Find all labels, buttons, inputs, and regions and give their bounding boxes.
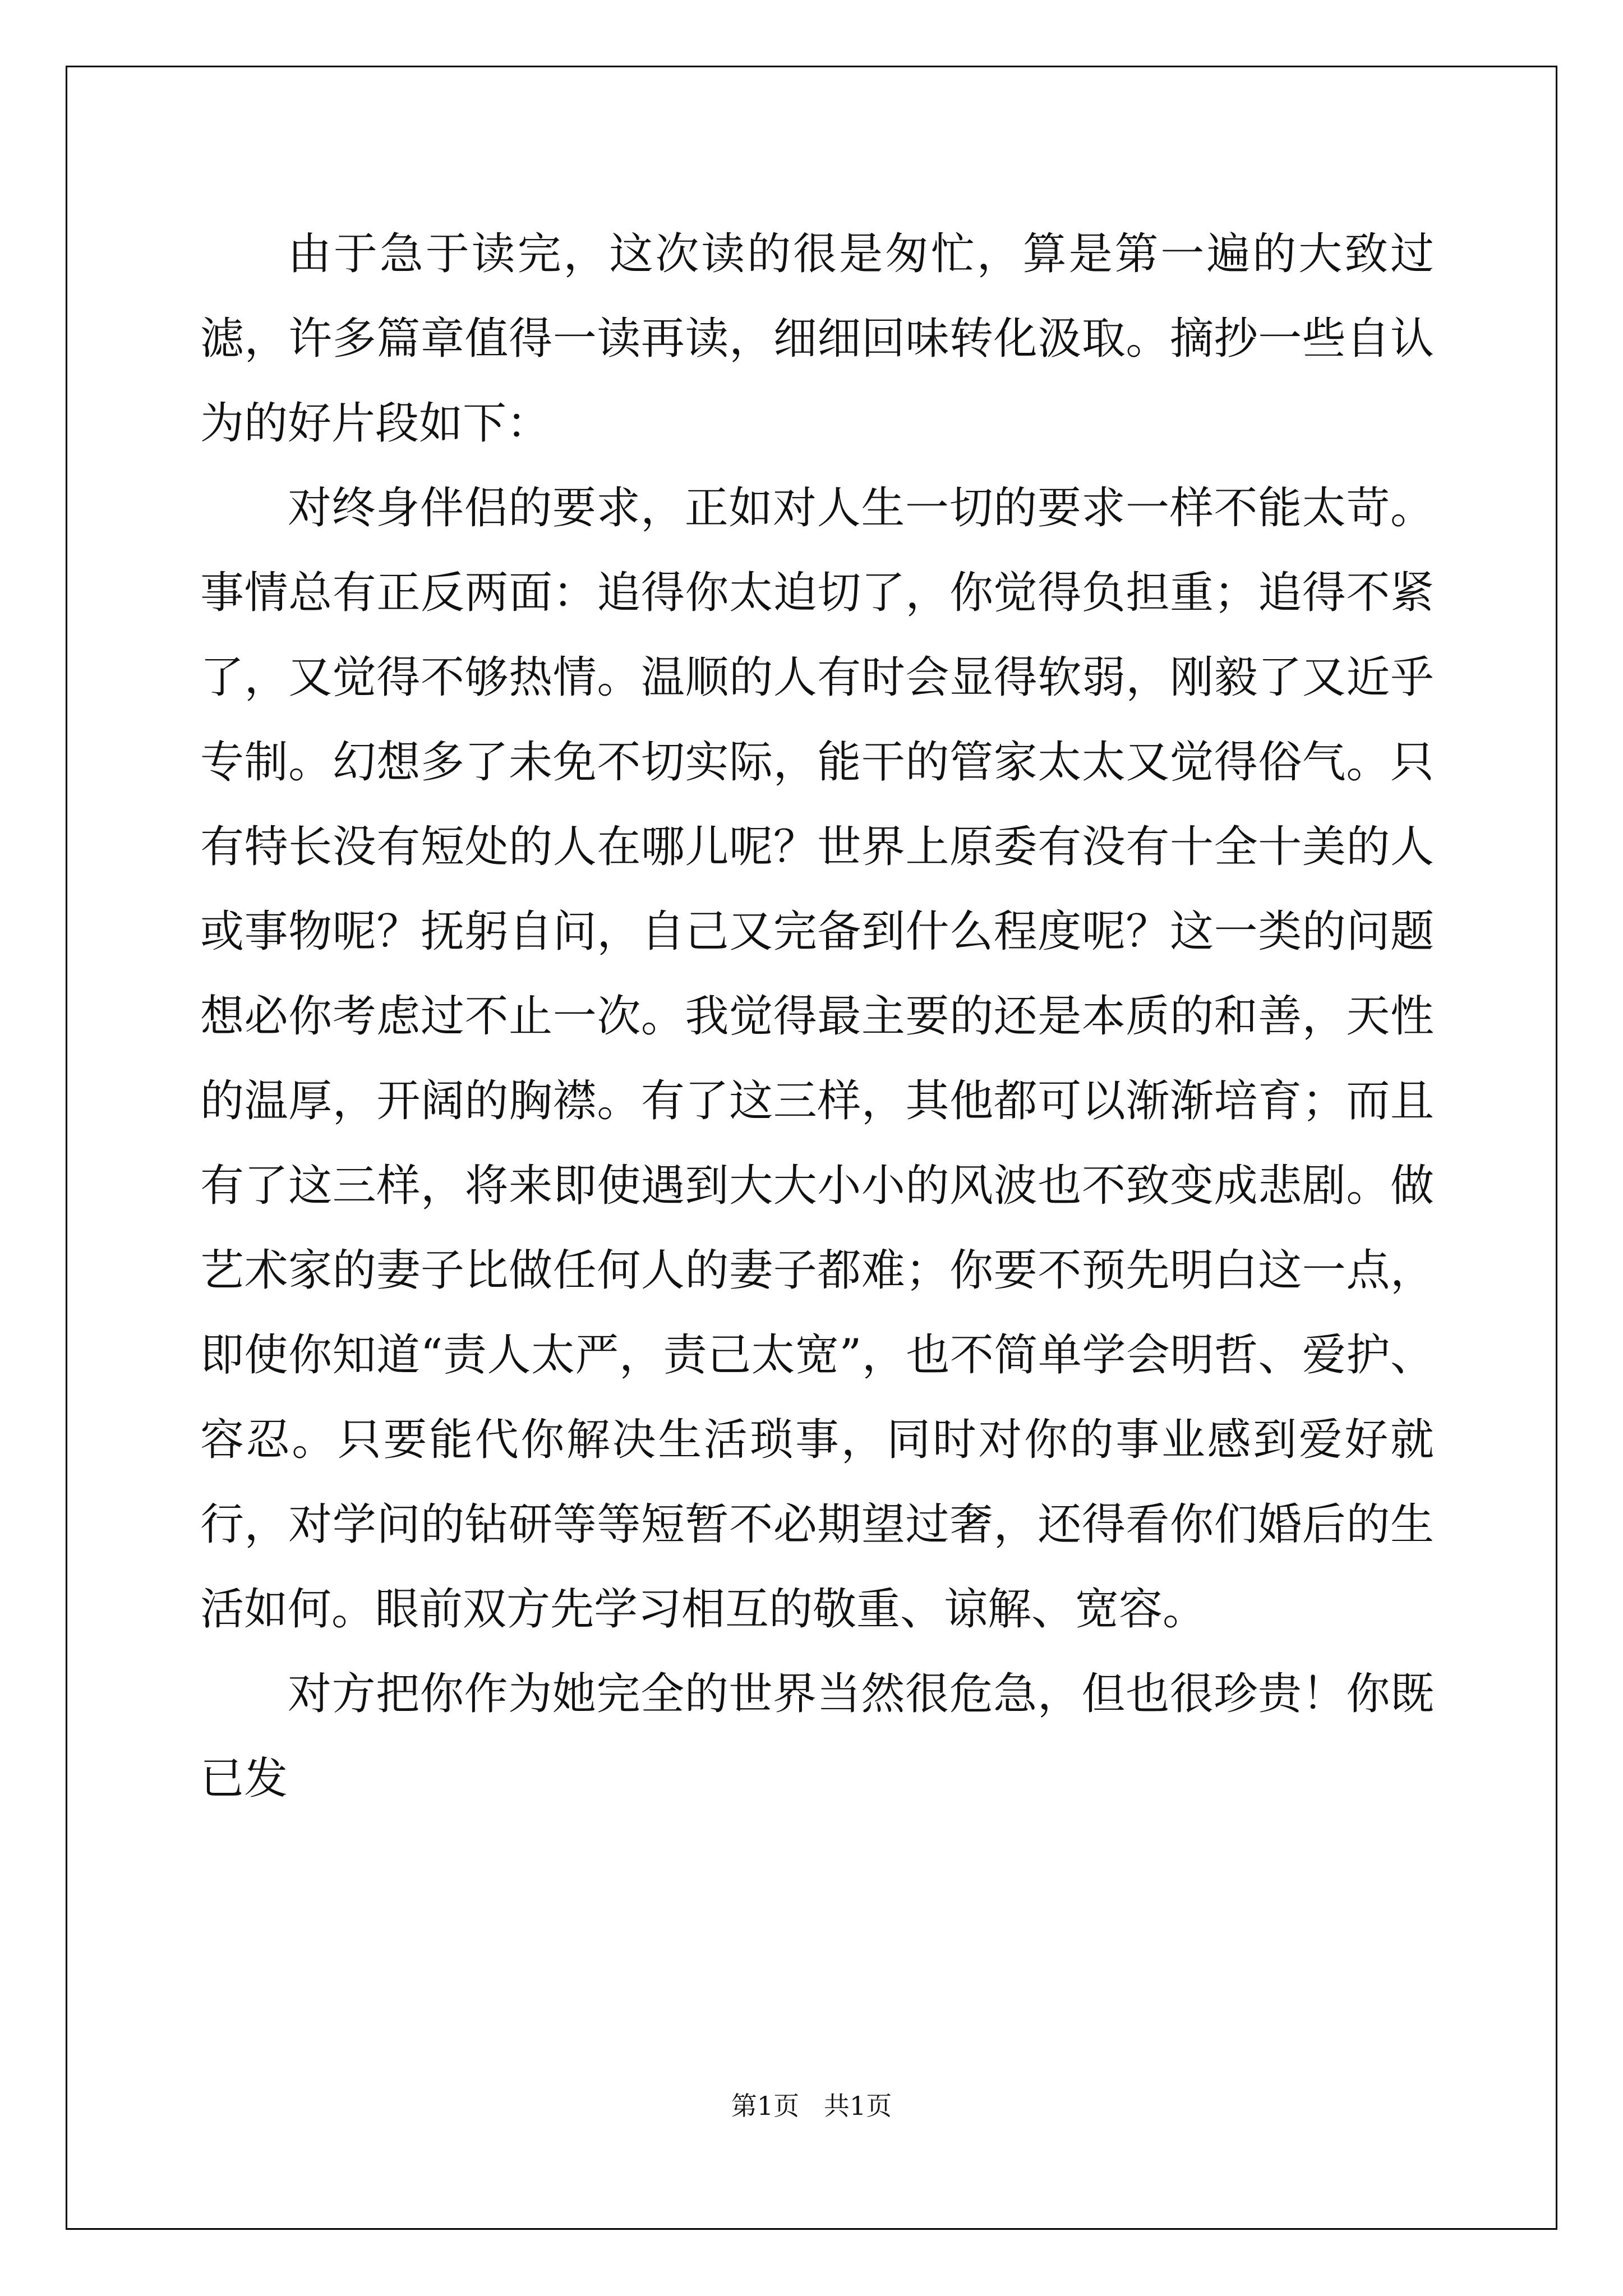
paragraph-3: 对方把你作为她完全的世界当然很危急，但也很珍贵！你既已发 bbox=[200, 1669, 1434, 1804]
page-footer: 第1页 共1页 bbox=[731, 2091, 892, 2121]
document-body bbox=[200, 212, 1434, 1821]
paragraph-1: 由于急于读完，这次读的很是匆忙，算是第一遍的大致过滤，许多篇章值得一读再读，细细回味转化汲取。摘抄一些自认为的好片段如下： bbox=[200, 229, 1434, 449]
paragraph-2: 对终身伴侣的要求，正如对人生一切的要求一样不能太苛。事情总有正反两面：追得你太迫切了，你觉得负担重；追得不紧了，又觉得不够热情。温顺的人有时会显得软弱，刚毅了又近乎专制。幻想多了未免不切实际，能干的管家太太又觉得俗气。只有特长没有短处的人在哪儿呢？世界上原委有没有十全十美的人或事物呢？抚躬自问，自己又完备到什么程度呢？这一类的问题想必你考虑过不止一次。我觉得最主要的还是本质的和善，天性的温厚，开阔的胸襟。有了这三样，其他都可以渐渐培育；而且有了这三样，将来即使遇到大大小小的风波也不致变成悲剧。做艺术家的妻子比做任何人的妻子都难；你要不预先明白这一点，即使你知道“责人太严，责己太宽”，也不简单学会明哲、爱护、容忍。只要能代你解决生活琐事，同时对你的事业感到爱好就行，对学问的钻研等等短暂不必期望过奢，还得看你们婚后的生活如何。眼前双方先学习相互的敬重、谅解、宽容。 bbox=[200, 483, 1434, 1635]
